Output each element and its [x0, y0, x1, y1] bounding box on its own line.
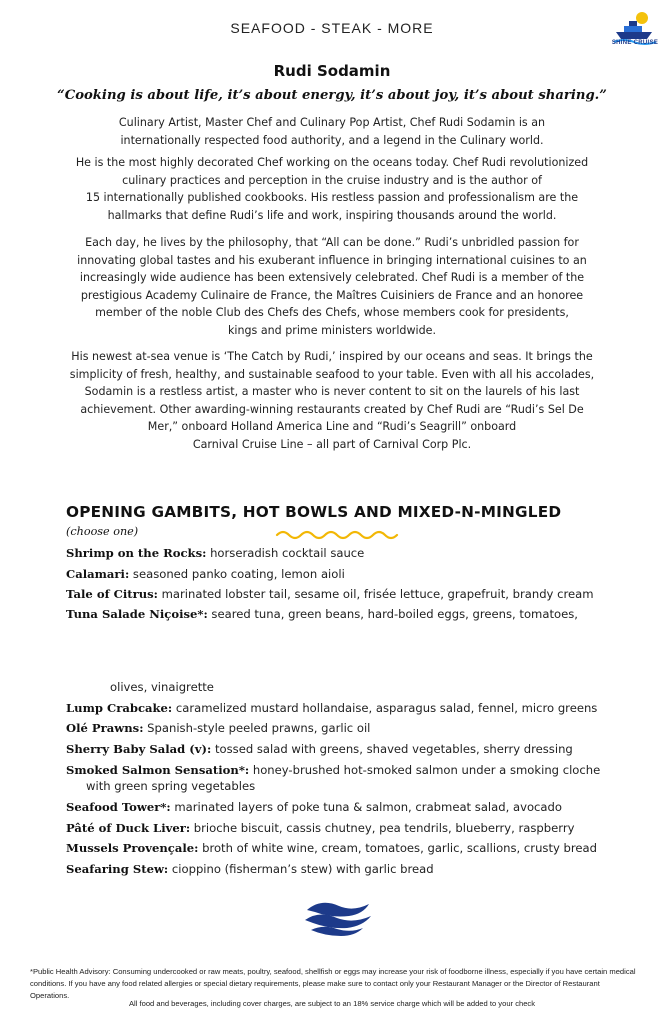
bio-line: internationally respected food authority, and a legend in the Culinary world.: [120, 133, 544, 147]
menu-item-name: Tuna Salade Niçoise*:: [66, 607, 208, 621]
menu-item-desc: cioppino (fisherman’s stew) with garlic bread: [168, 862, 434, 876]
bio-line: achievement. Other awarding-winning restaurants created by Chef Rudi are “Rudi’s Sel De: [80, 402, 584, 416]
chef-quote: “Cooking is about life, it’s about energy, it’s about joy, it’s about sharing.”: [57, 88, 607, 103]
menu-item-name: Pâté of Duck Liver:: [66, 821, 191, 835]
menu-item: [66, 720, 646, 736]
bio-paragraph-2: [40, 154, 624, 224]
bio-paragraph-4: [40, 348, 624, 453]
bio-paragraph-1: [40, 114, 624, 149]
menu-item-name: Seafood Tower*:: [66, 800, 171, 814]
menu-item: [66, 820, 646, 836]
menu-item: [66, 566, 646, 582]
menu-item-desc: tossed salad with greens, shaved vegetables, sherry dressing: [211, 742, 573, 756]
bio-line: hallmarks that define Rudi’s life and work, inspiring thousands around the world.: [107, 208, 557, 222]
bio-line: His newest at-sea venue is ‘The Catch by Rudi,’ inspired by our oceans and seas. It brings the: [71, 350, 593, 363]
bio-line: 15 internationally published cookbooks. His restless passion and professionalism are the: [85, 191, 579, 204]
menu-item-name: Lump Crabcake:: [66, 701, 173, 715]
squiggle-divider-icon: [275, 528, 403, 542]
menu-item: [66, 840, 646, 856]
menu-item-desc: caramelized mustard hollandaise, asparagus salad, fennel, micro greens: [172, 701, 598, 715]
choose-one-note: (choose one): [66, 525, 139, 538]
menu-item-name: Seafaring Stew:: [66, 862, 169, 876]
public-health-advisory: *Public Health Advisory: Consuming undercooked or raw meats, poultry, seafood, shellfish or eggs may increase your risk of foodborne illness, especially if you have certain medical conditions. If you have any food related allergies or special dietary requirements, please make sure to contact only your Restaurant Manager or the Director of Restaurant Operations.: [30, 967, 636, 1000]
menu-item: [66, 545, 646, 561]
bio-paragraph-3: [40, 234, 624, 339]
menu-item: [66, 741, 646, 757]
menu-item-desc: brioche biscuit, cassis chutney, pea tendrils, blueberry, raspberry: [190, 821, 575, 835]
service-charge-note: All food and beverages, including cover charges, are subject to an 18% service charge which will be added to your check: [128, 999, 536, 1008]
menu-item-desc: Spanish-style peeled prawns, garlic oil: [143, 721, 371, 735]
menu-item-name: Shrimp on the Rocks:: [66, 546, 207, 560]
menu-item-desc: horseradish cocktail sauce: [206, 546, 365, 560]
menu-item: [66, 606, 646, 622]
menu-item-name: Smoked Salmon Sensation*:: [66, 763, 250, 777]
menu-item-name: Mussels Provençale:: [66, 841, 199, 855]
menu-item-desc: broth of white wine, cream, tomatoes, garlic, scallions, crusty bread: [198, 841, 598, 855]
bio-line: prestigious Academy Culinaire de France, the Maîtres Cuisiniers de France and an honoree: [80, 288, 584, 302]
menu-item-name: Calamari:: [66, 567, 130, 581]
bio-line: He is the most highly decorated Chef working on the oceans today. Chef Rudi revolutionized: [75, 156, 589, 169]
bio-line: kings and prime ministers worldwide.: [227, 323, 437, 337]
menu-item: [66, 762, 646, 794]
menu-item-desc: marinated layers of poke tuna & salmon, crabmeat salad, avocado: [170, 800, 562, 814]
menu-item-name: Sherry Baby Salad (v):: [66, 742, 212, 756]
menu-item-desc: honey-brushed hot-smoked salmon under a smoking cloche: [249, 763, 601, 777]
chef-name: Rudi Sodamin: [273, 62, 391, 80]
bio-line: Each day, he lives by the philosophy, that “All can be done.” Rudi’s unbridled passion for: [85, 236, 579, 249]
bio-line: member of the noble Club des Chefs des Chefs, whose members cook for presidents,: [95, 306, 569, 319]
menu-item: [66, 799, 646, 815]
bio-line: Sodamin is a restless artist, a master who is never content to sit on the laurels of his last: [84, 385, 580, 398]
bio-line: Carnival Cruise Line – all part of Carnival Corp Plc.: [192, 437, 472, 451]
menu-item-desc-continued: with green spring vegetables: [86, 779, 256, 793]
bio-line: increasingly wide audience has been extensively celebrated. Chef Rudi is a member of the: [79, 271, 585, 284]
menu-item-desc: seared tuna, green beans, hard-boiled eggs, greens, tomatoes,: [207, 607, 578, 621]
menu-item-continued-desc: olives, vinaigrette: [110, 680, 214, 694]
bio-line: Culinary Artist, Master Chef and Culinary Pop Artist, Chef Rudi Sodamin is an: [118, 116, 546, 129]
page-header-title: SEAFOOD - STEAK - MORE: [230, 20, 434, 36]
menu-item-name: Olé Prawns:: [66, 721, 144, 735]
bio-line: simplicity of fresh, healthy, and sustainable seafood to your table. Even with all his accolades,: [69, 367, 595, 381]
menu-item-name: Tale of Citrus:: [66, 587, 158, 601]
menu-section-title: OPENING GAMBITS, HOT BOWLS AND MIXED-N-MINGLED: [66, 503, 562, 521]
bio-line: innovating global tastes and his exuberant influence in bringing international cuisines to an: [77, 253, 587, 267]
bio-line: culinary practices and perception in the cruise industry and is the author of: [122, 173, 542, 187]
menu-item: [66, 861, 646, 877]
menu-item-desc: seasoned panko coating, lemon aioli: [129, 567, 345, 581]
bio-line: Mer,” onboard Holland America Line and “Rudi’s Seagrill” onboard: [147, 420, 517, 433]
menu-item: [66, 586, 646, 602]
logo-wordmark: SHINE CRUISE: [611, 40, 659, 46]
princess-wave-logo-icon: [301, 898, 377, 938]
menu-item: [66, 700, 646, 716]
menu-item-desc: marinated lobster tail, sesame oil, frisée lettuce, grapefruit, brandy cream: [157, 587, 594, 601]
